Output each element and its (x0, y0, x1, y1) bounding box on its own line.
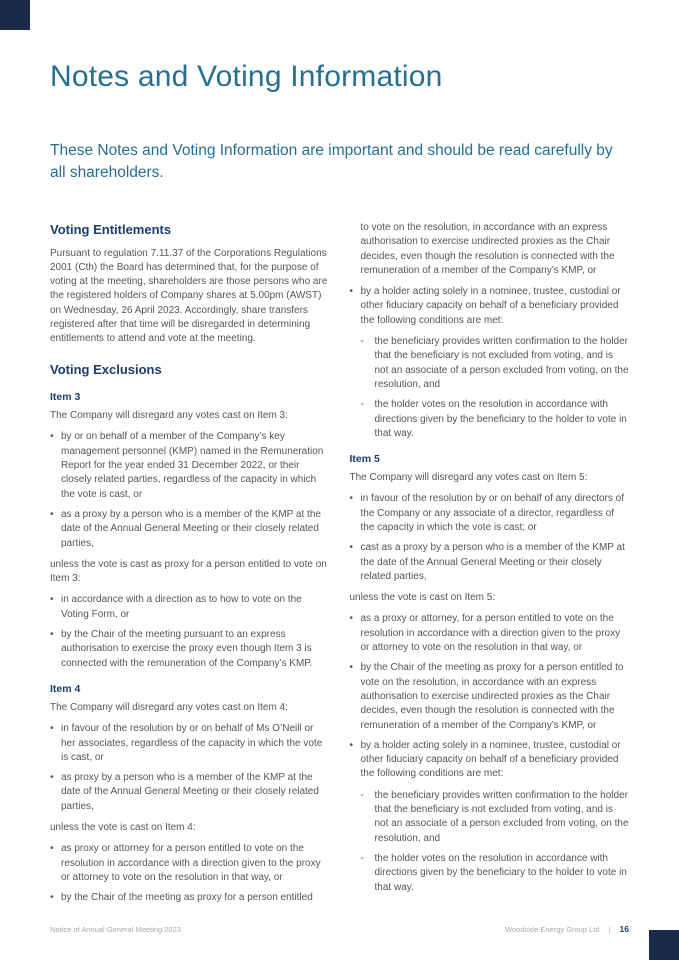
dash-list (350, 789, 630, 895)
bullet-icon: • (50, 594, 54, 606)
bullet-list (50, 593, 330, 670)
list-item (350, 492, 630, 535)
continuation-paragraph: to vote on the resolution, in accordance with an express authorisation to exercise undirected proxies as the Chair decides, even though the resolution is connected with the remuneration of a member of the Company’s KMP, or (360, 221, 615, 276)
list-item (361, 852, 630, 895)
footer-separator: | (608, 925, 611, 934)
dash-icon: - (360, 399, 364, 411)
page-footer (50, 924, 629, 934)
bullet-icon: • (349, 493, 354, 505)
list-item-text: cast as a proxy by a person who is a member of the KMP at the date of the Annual General Meeting or their closely related parties, (360, 542, 625, 582)
paragraph: unless the vote is cast on Item 5: (349, 592, 496, 604)
list-item (350, 612, 630, 655)
list-item (350, 285, 630, 328)
bullet-list (350, 492, 630, 584)
bullet-icon: • (349, 739, 354, 751)
list-item (350, 541, 630, 584)
list-item (50, 430, 330, 501)
corner-decoration-top-left (0, 0, 30, 30)
list-item-text: by the Chair of the meeting as proxy for a person entitled (61, 892, 313, 904)
list-item-text: in favour of the resolution by or on behalf of Ms O’Neill or her associates, regardless of the capacity in which the vote is cast, or (61, 723, 323, 763)
list-item (50, 593, 330, 622)
list-item (50, 771, 330, 814)
paragraph: Pursuant to regulation 7.11.37 of the Corporations Regulations 2001 (Cth) the Board has determined that, for the purpose of voting at the meeting, shareholders are those persons who are the registered holders of Company shares at 5.00pm (AWST) on Wednesday, 26 April 2023. Accordingly, share transfers registered after that time will be disregarded in determining entitlements to attend and vote at the meeting. (50, 247, 328, 345)
item-subheading: Item 4 (50, 682, 81, 695)
page-title: Notes and Voting Information (50, 60, 443, 93)
list-item-text: by or on behalf of a member of the Company’s key management personnel (KMP) named in the Remuneration Report for the year ended 31 December 2022, or their closely related parties, regardless of the capacity in which the vote is cast, or (61, 431, 324, 500)
paragraph: The Company will disregard any votes cast on Item 4: (50, 701, 288, 713)
bullet-icon: • (349, 286, 354, 298)
list-item-text: the beneficiary provides written confirmation to the holder that the beneficiary is not excluded from voting, and is not an associate of a person excluded from voting, on the resolution, and (374, 789, 629, 844)
bullet-icon: • (50, 431, 54, 443)
list-item-text: in favour of the resolution by or on behalf of any directors of the Company or any associate of a director, regardless of the capacity in which the vote is cast; or (360, 493, 624, 533)
footer-document-name: Notice of Annual General Meeting 2023 (50, 925, 181, 934)
list-item-text: by the Chair of the meeting pursuant to an express authorisation to exercise the proxy even though Item 3 is connected with the remuneration of the Company’s KMP. (61, 629, 313, 669)
bullet-icon: • (50, 892, 54, 904)
paragraph: The Company will disregard any votes cast on Item 3: (50, 410, 288, 422)
dash-icon: - (360, 789, 364, 801)
corner-decoration-bottom-right (649, 930, 679, 960)
list-item (50, 628, 330, 671)
bullet-icon: • (50, 508, 54, 520)
list-item (350, 661, 630, 732)
bullet-icon: • (50, 843, 54, 855)
bullet-icon: • (50, 772, 54, 784)
list-item-text: as a proxy or attorney, for a person entitled to vote on the resolution in accordance with a direction given to the proxy or attorney to vote on the resolution in that way, or (360, 613, 621, 654)
footer-company-name: Woodside Energy Group Ltd (505, 925, 600, 934)
page-content (0, 60, 679, 912)
list-item (361, 398, 630, 441)
list-item (361, 789, 630, 846)
bullet-list (350, 285, 630, 328)
list-item-text: as proxy or attorney for a person entitled to vote on the resolution in accordance with a direction given to the proxy or attorney to vote on the resolution in that way, or (61, 843, 321, 883)
bullet-icon: • (50, 629, 54, 641)
section-heading: Voting Entitlements (50, 221, 172, 237)
list-item-text: by the Chair of the meeting as proxy for a person entitled to vote on the resolution, in accordance with an express authorisation to exercise undirected proxies as the Chair decides, even though the resolution is connected with the remuneration of a member of the Company’s KMP, or (360, 662, 624, 731)
list-item-text: the holder votes on the resolution in accordance with directions given by the beneficiary to the holder to vote in that way. (374, 399, 627, 439)
dash-icon: - (360, 336, 364, 348)
dash-list (350, 335, 630, 441)
list-item (50, 842, 330, 885)
bullet-icon: • (349, 662, 354, 674)
list-item (50, 722, 330, 765)
list-item (50, 891, 330, 905)
bullet-list (50, 842, 330, 905)
list-item-text: in accordance with a direction as to how to vote on the Voting Form, or (61, 594, 302, 620)
two-column-body (50, 221, 629, 913)
page-number: 16 (619, 924, 629, 934)
item-subheading: Item 3 (50, 391, 81, 404)
left-column (50, 221, 330, 913)
bullet-list (350, 612, 630, 781)
paragraph: unless the vote is cast as proxy for a person entitled to vote on Item 3: (50, 558, 327, 585)
list-item-text: the beneficiary provides written confirmation to the holder that the beneficiary is not excluded from voting, and is not an associate of a person excluded from voting, on the resolution, and (374, 336, 629, 390)
bullet-icon: • (50, 723, 54, 735)
paragraph: unless the vote is cast on Item 4: (50, 822, 196, 833)
bullet-list (50, 430, 330, 550)
list-item-text: by a holder acting solely in a nominee, trustee, custodial or other fiduciary capacity on behalf of a beneficiary provided the following conditions are met: (360, 286, 621, 326)
footer-right-group (505, 924, 629, 934)
list-item-text: by a holder acting solely in a nominee, trustee, custodial or other fiduciary capacity on behalf of a beneficiary provided the following conditions are met: (360, 739, 621, 780)
list-item-text: the holder votes on the resolution in accordance with directions given by the beneficiary to the holder to vote in that way. (374, 852, 627, 893)
list-item-text: as a proxy by a person who is a member of the KMP at the date of the Annual General Meeting or their closely related parties, (61, 508, 321, 549)
list-item-text: as proxy by a person who is a member of the KMP at the date of the Annual General Meeting or their closely related parties, (61, 772, 319, 812)
paragraph: The Company will disregard any votes cast on Item 5: (349, 472, 588, 484)
bullet-list (50, 722, 330, 814)
right-column (350, 221, 630, 913)
intro-paragraph: These Notes and Voting Information are important and should be read carefully by all shareholders. (50, 142, 613, 182)
item-subheading: Item 5 (349, 453, 380, 466)
list-item (361, 335, 630, 392)
dash-icon: - (360, 852, 364, 864)
bullet-icon: • (349, 613, 354, 625)
bullet-icon: • (349, 542, 354, 554)
list-item (350, 739, 630, 782)
list-item (50, 508, 330, 551)
section-heading: Voting Exclusions (50, 361, 162, 377)
